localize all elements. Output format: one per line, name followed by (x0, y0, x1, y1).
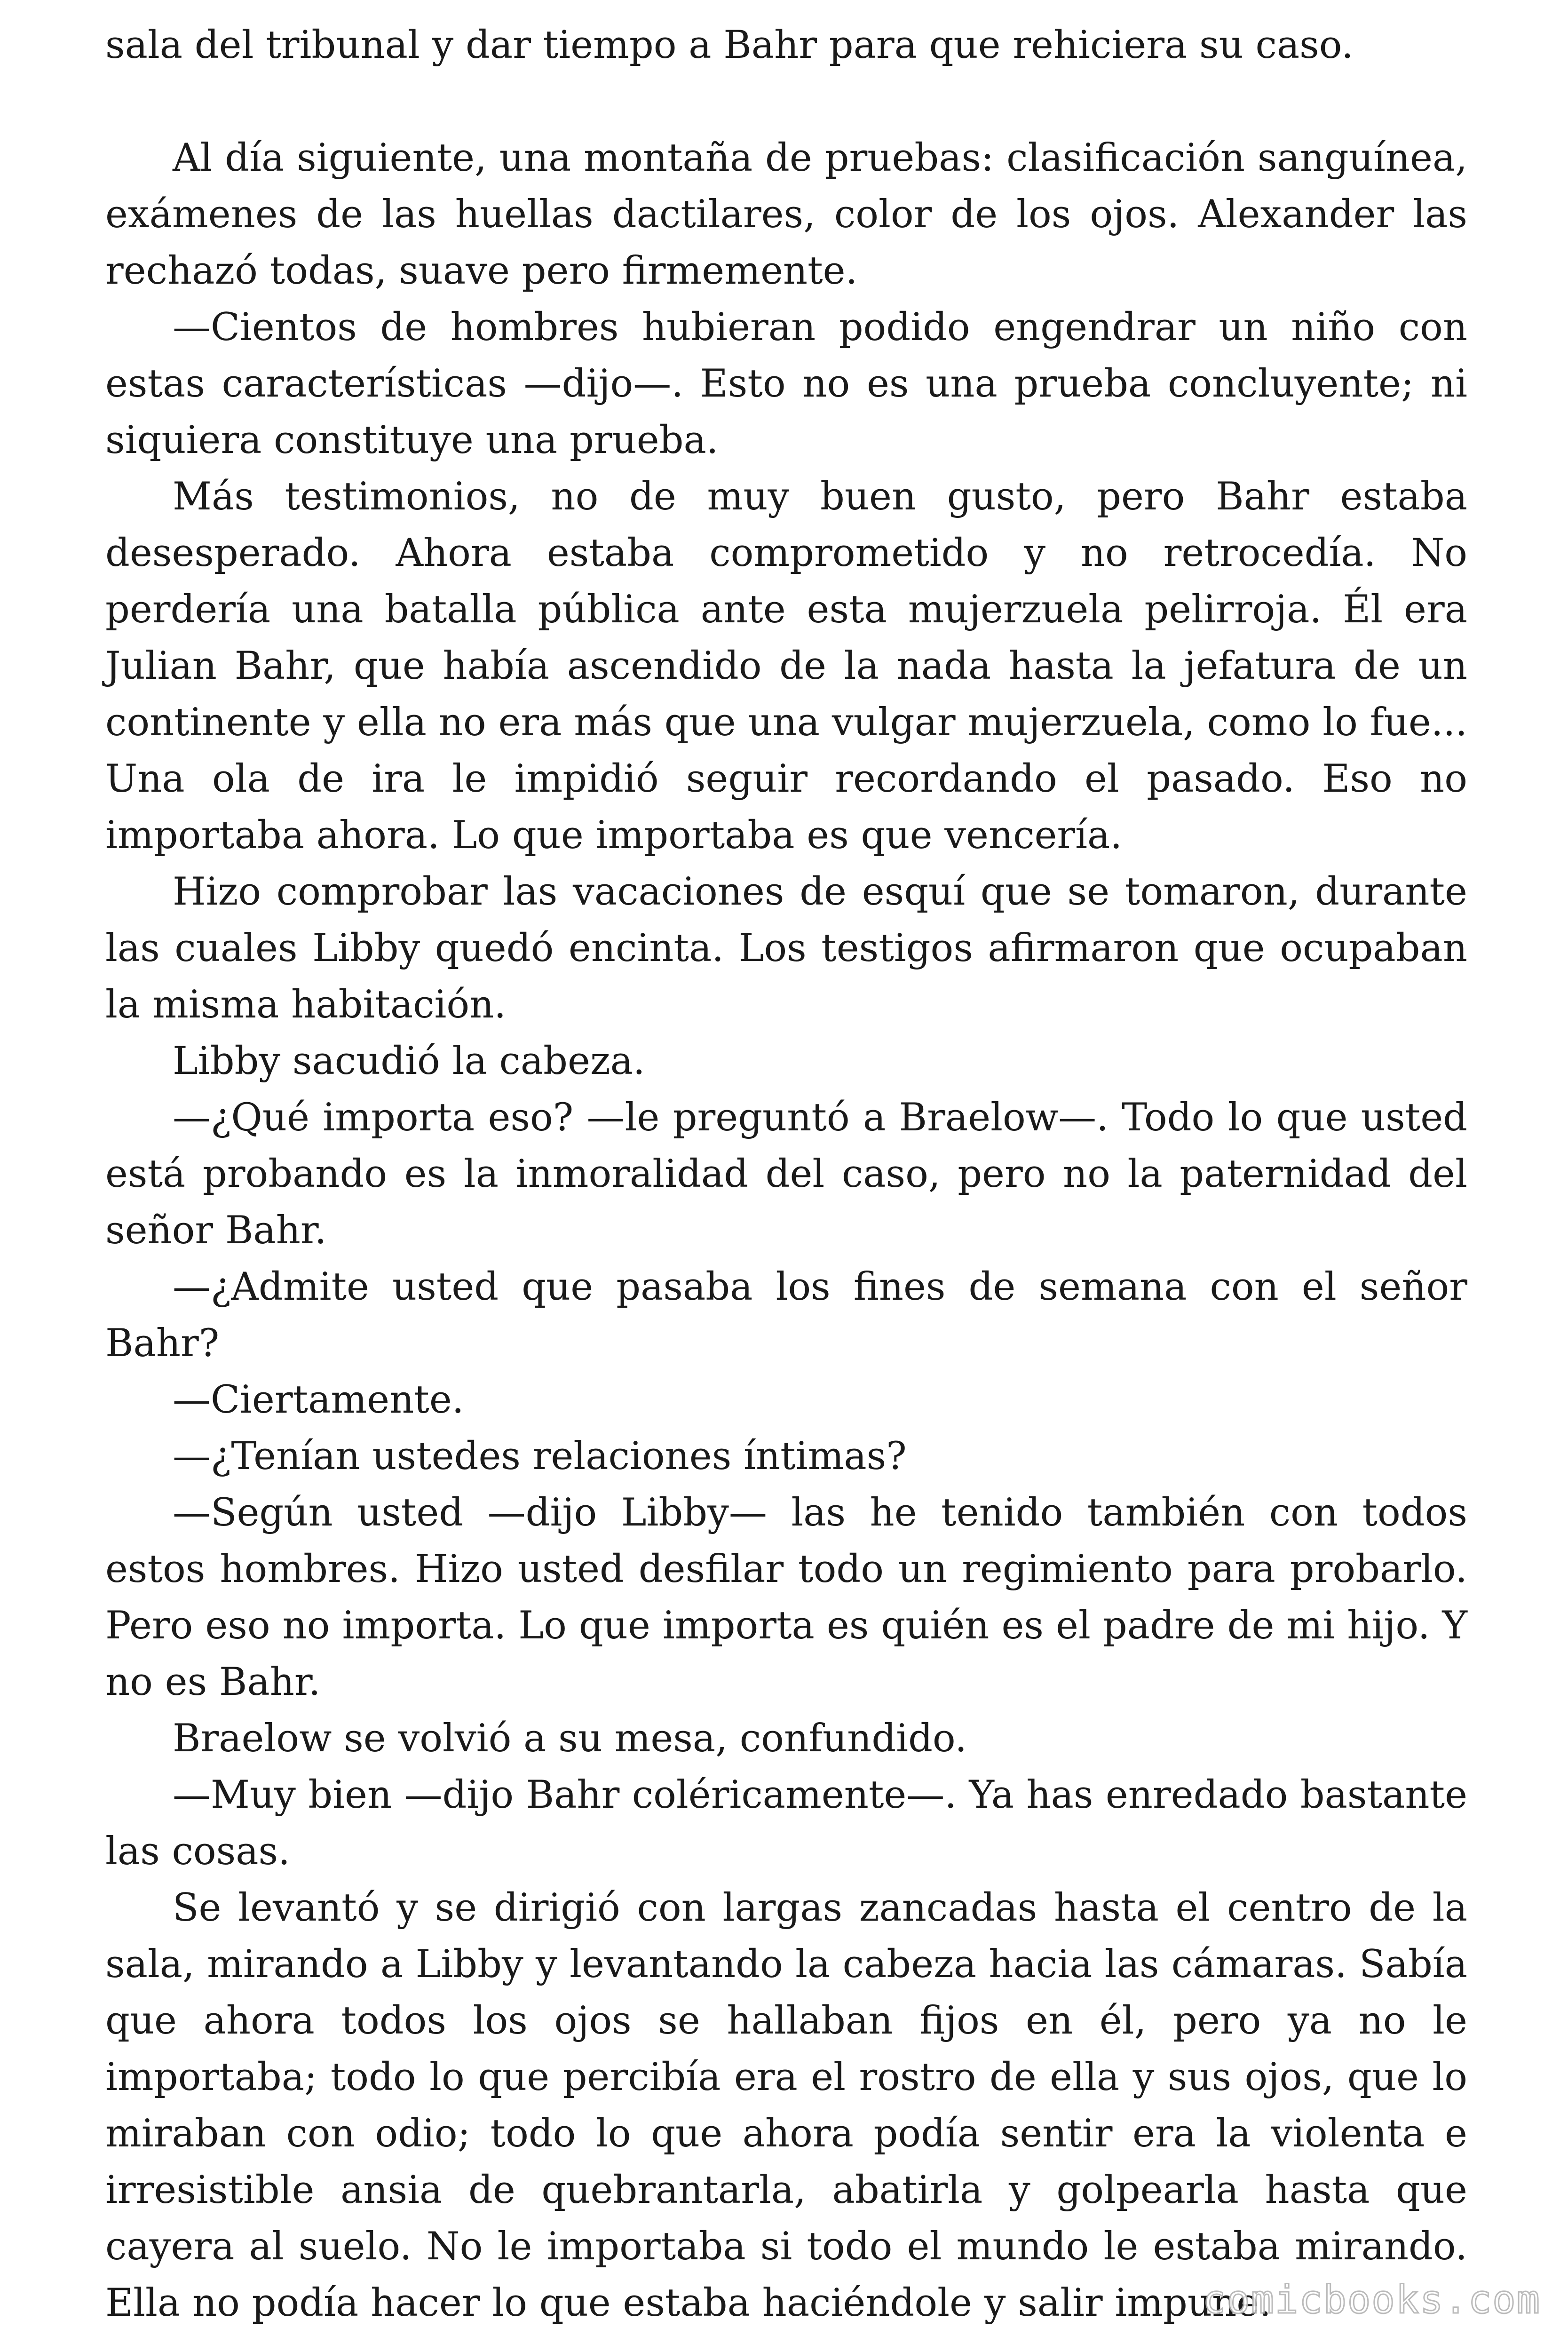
paragraph-4: Más testimonios, no de muy buen gusto, pero Bahr estaba desesperado. Ahora estaba comprometido y no retrocedía. No perdería una batalla pública ante esta mujerzuela pelirroja. Él era Julian Bahr, que había ascendido de la nada hasta la jefatura de un continente y ella no era más que una vulgar mujerzuela, como lo fue... Una ola de ira le impidió seguir recordando el pasado. Eso no importaba ahora. Lo que importaba es que vencería. (105, 475, 1467, 858)
paragraph-12: Braelow se volvió a su mesa, confundido. (173, 1716, 967, 1761)
paragraph-7: —¿Qué importa eso? —le preguntó a Braelow—. Todo lo que usted está probando es la inmoralidad del caso, pero no la paternidad del señor Bahr. (105, 1096, 1467, 1253)
book-page (105, 17, 1467, 2331)
watermark-text: comicbooks.com (1202, 2278, 1541, 2322)
paragraph-2: Al día siguiente, una montaña de pruebas: clasificación sanguínea, exámenes de las huellas dactilares, color de los ojos. Alexander las rechazó todas, suave pero firmemente. (105, 136, 1467, 293)
paragraph-6: Libby sacudió la cabeza. (173, 1039, 645, 1083)
paragraph-5: Hizo comprobar las vacaciones de esquí que se tomaron, durante las cuales Libby quedó encinta. Los testigos afirmaron que ocupaban la misma habitación. (105, 870, 1467, 1027)
paragraph-1: sala del tribunal y dar tiempo a Bahr para que rehiciera su caso. (105, 23, 1354, 67)
paragraph-9: —Ciertamente. (173, 1378, 464, 1422)
paragraph-10: —¿Tenían ustedes relaciones íntimas? (173, 1434, 907, 1478)
paragraph-8: —¿Admite usted que pasaba los fines de semana con el señor Bahr? (105, 1265, 1467, 1366)
paragraph-3: —Cientos de hombres hubieran podido engendrar un niño con estas características —dijo—. Esto no es una prueba concluyente; ni siquiera constituye una prueba. (105, 305, 1467, 462)
paragraph-13: —Muy bien —dijo Bahr coléricamente—. Ya has enredado bastante las cosas. (105, 1773, 1467, 1874)
paragraph-11: —Según usted —dijo Libby— las he tenido también con todos estos hombres. Hizo usted desfilar todo un regimiento para probarlo. Pero eso no importa. Lo que importa es quién es el padre de mi hijo. Y no es Bahr. (105, 1491, 1467, 1704)
paragraph-14: Se levantó y se dirigió con largas zancadas hasta el centro de la sala, mirando a Libby y levantando la cabeza hacia las cámaras. Sabía que ahora todos los ojos se hallaban fijos en él, pero ya no le importaba; todo lo que percibía era el rostro de ella y sus ojos, que lo miraban con odio; todo lo que ahora podía sentir era la violenta e irresistible ansia de quebrantarla, abatirla y golpearla hasta que cayera al suelo. No le importaba si todo el mundo le estaba mirando. Ella no podía hacer lo que estaba haciéndole y salir impune. (105, 1886, 1467, 2325)
